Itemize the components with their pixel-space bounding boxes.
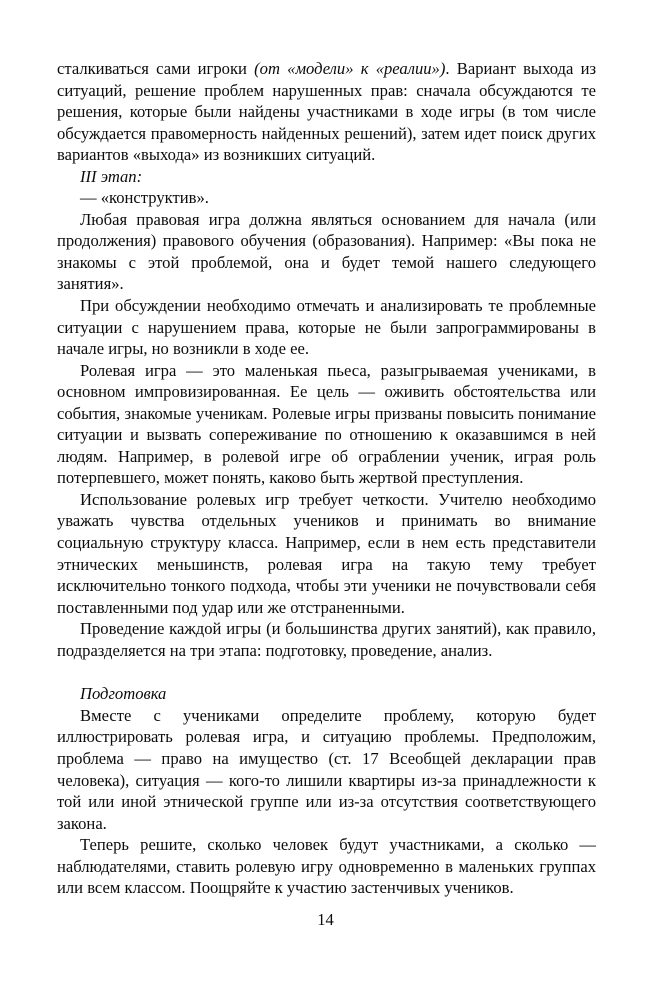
paragraph <box>57 187 596 209</box>
paragraph <box>57 834 596 899</box>
body-text: Теперь решите, сколько человек будут участниками, а сколько — наблюдателями, ставить ролевую игру одновременно в маленьких группах или всем классом. Поощряйте к участию застенчивых учеников. <box>57 835 596 898</box>
paragraph <box>57 705 596 834</box>
paragraph <box>57 360 596 489</box>
paragraph <box>57 209 596 295</box>
body-text: Вместе с учениками определите проблему, которую будет иллюстрировать ролевая игра, и ситуацию проблемы. Предположим, проблема — право на имущество (ст. 17 Всеобщей декларации прав человека), ситуация — кого-то лишили квартиры из-за принадлежности к той или иной этнической группе или из-за отсутствия соответствующего закона. <box>57 705 596 833</box>
text-column <box>57 58 596 899</box>
page-number: 14 <box>317 910 334 929</box>
body-text: При обсуждении необходимо отмечать и анализировать те проблемные ситуации с нарушением права, которые не были запрограммированы в начале игры, но возникли в ходе ее. <box>57 296 596 359</box>
paragraph <box>57 489 596 618</box>
paragraph <box>57 618 596 661</box>
body-text: Любая правовая игра должна являться основанием для начала (или продолжения) правового обучения (образования). Например: «Вы пока не знакомы с этой проблемой, она и будет темой нашего следующего занятия». <box>57 209 596 294</box>
body-text: . Вариант выхода из ситуаций, решение проблем нарушенных прав: сначала обсуждаются те решения, которые были найдены участниками в ходе игры (в том числе обсуждается правомерность найденных решений), затем идет поиск других вариантов «выхода» из возникших ситуаций. <box>57 59 597 165</box>
section-subheading: Подготовка <box>80 684 167 704</box>
paragraph <box>57 295 596 360</box>
body-text: — «конструктив». <box>80 188 209 208</box>
paragraph <box>57 58 596 166</box>
section-spacer <box>57 661 596 683</box>
emphasis-text: III этап: <box>80 166 143 186</box>
emphasis-text: (от «модели» к «реалии») <box>254 59 446 78</box>
body-text: Проведение каждой игры (и большинства других занятий), как правило, подразделяется на три этапа: подготовку, проведение, анализ. <box>57 619 596 660</box>
body-text: Использование ролевых игр требует четкости. Учителю необходимо уважать чувства отдельных учеников и принимать во внимание социальную структуру класса. Например, если в нем есть представители этнических меньшинств, ролевая игра на такую тему требует исключительно тонкого подхода, чтобы эти ученики не почувствовали себя поставленными под удар или же отстраненными. <box>57 489 596 617</box>
body-text: сталкиваться сами игроки <box>57 59 255 78</box>
paragraph <box>57 166 596 188</box>
body-text: Ролевая игра — это маленькая пьеса, разыгрываемая учениками, в основном импровизированная. Ее цель — оживить обстоятельства или события, знакомые ученикам. Ролевые игры призваны повысить понимание ситуации и вызвать сопереживание по отношению к оказавшимся в ней людям. Например, в ролевой игре об ограблении ученик, играя роль потерпевшего, может понять, каково быть жертвой преступления. <box>57 360 596 488</box>
